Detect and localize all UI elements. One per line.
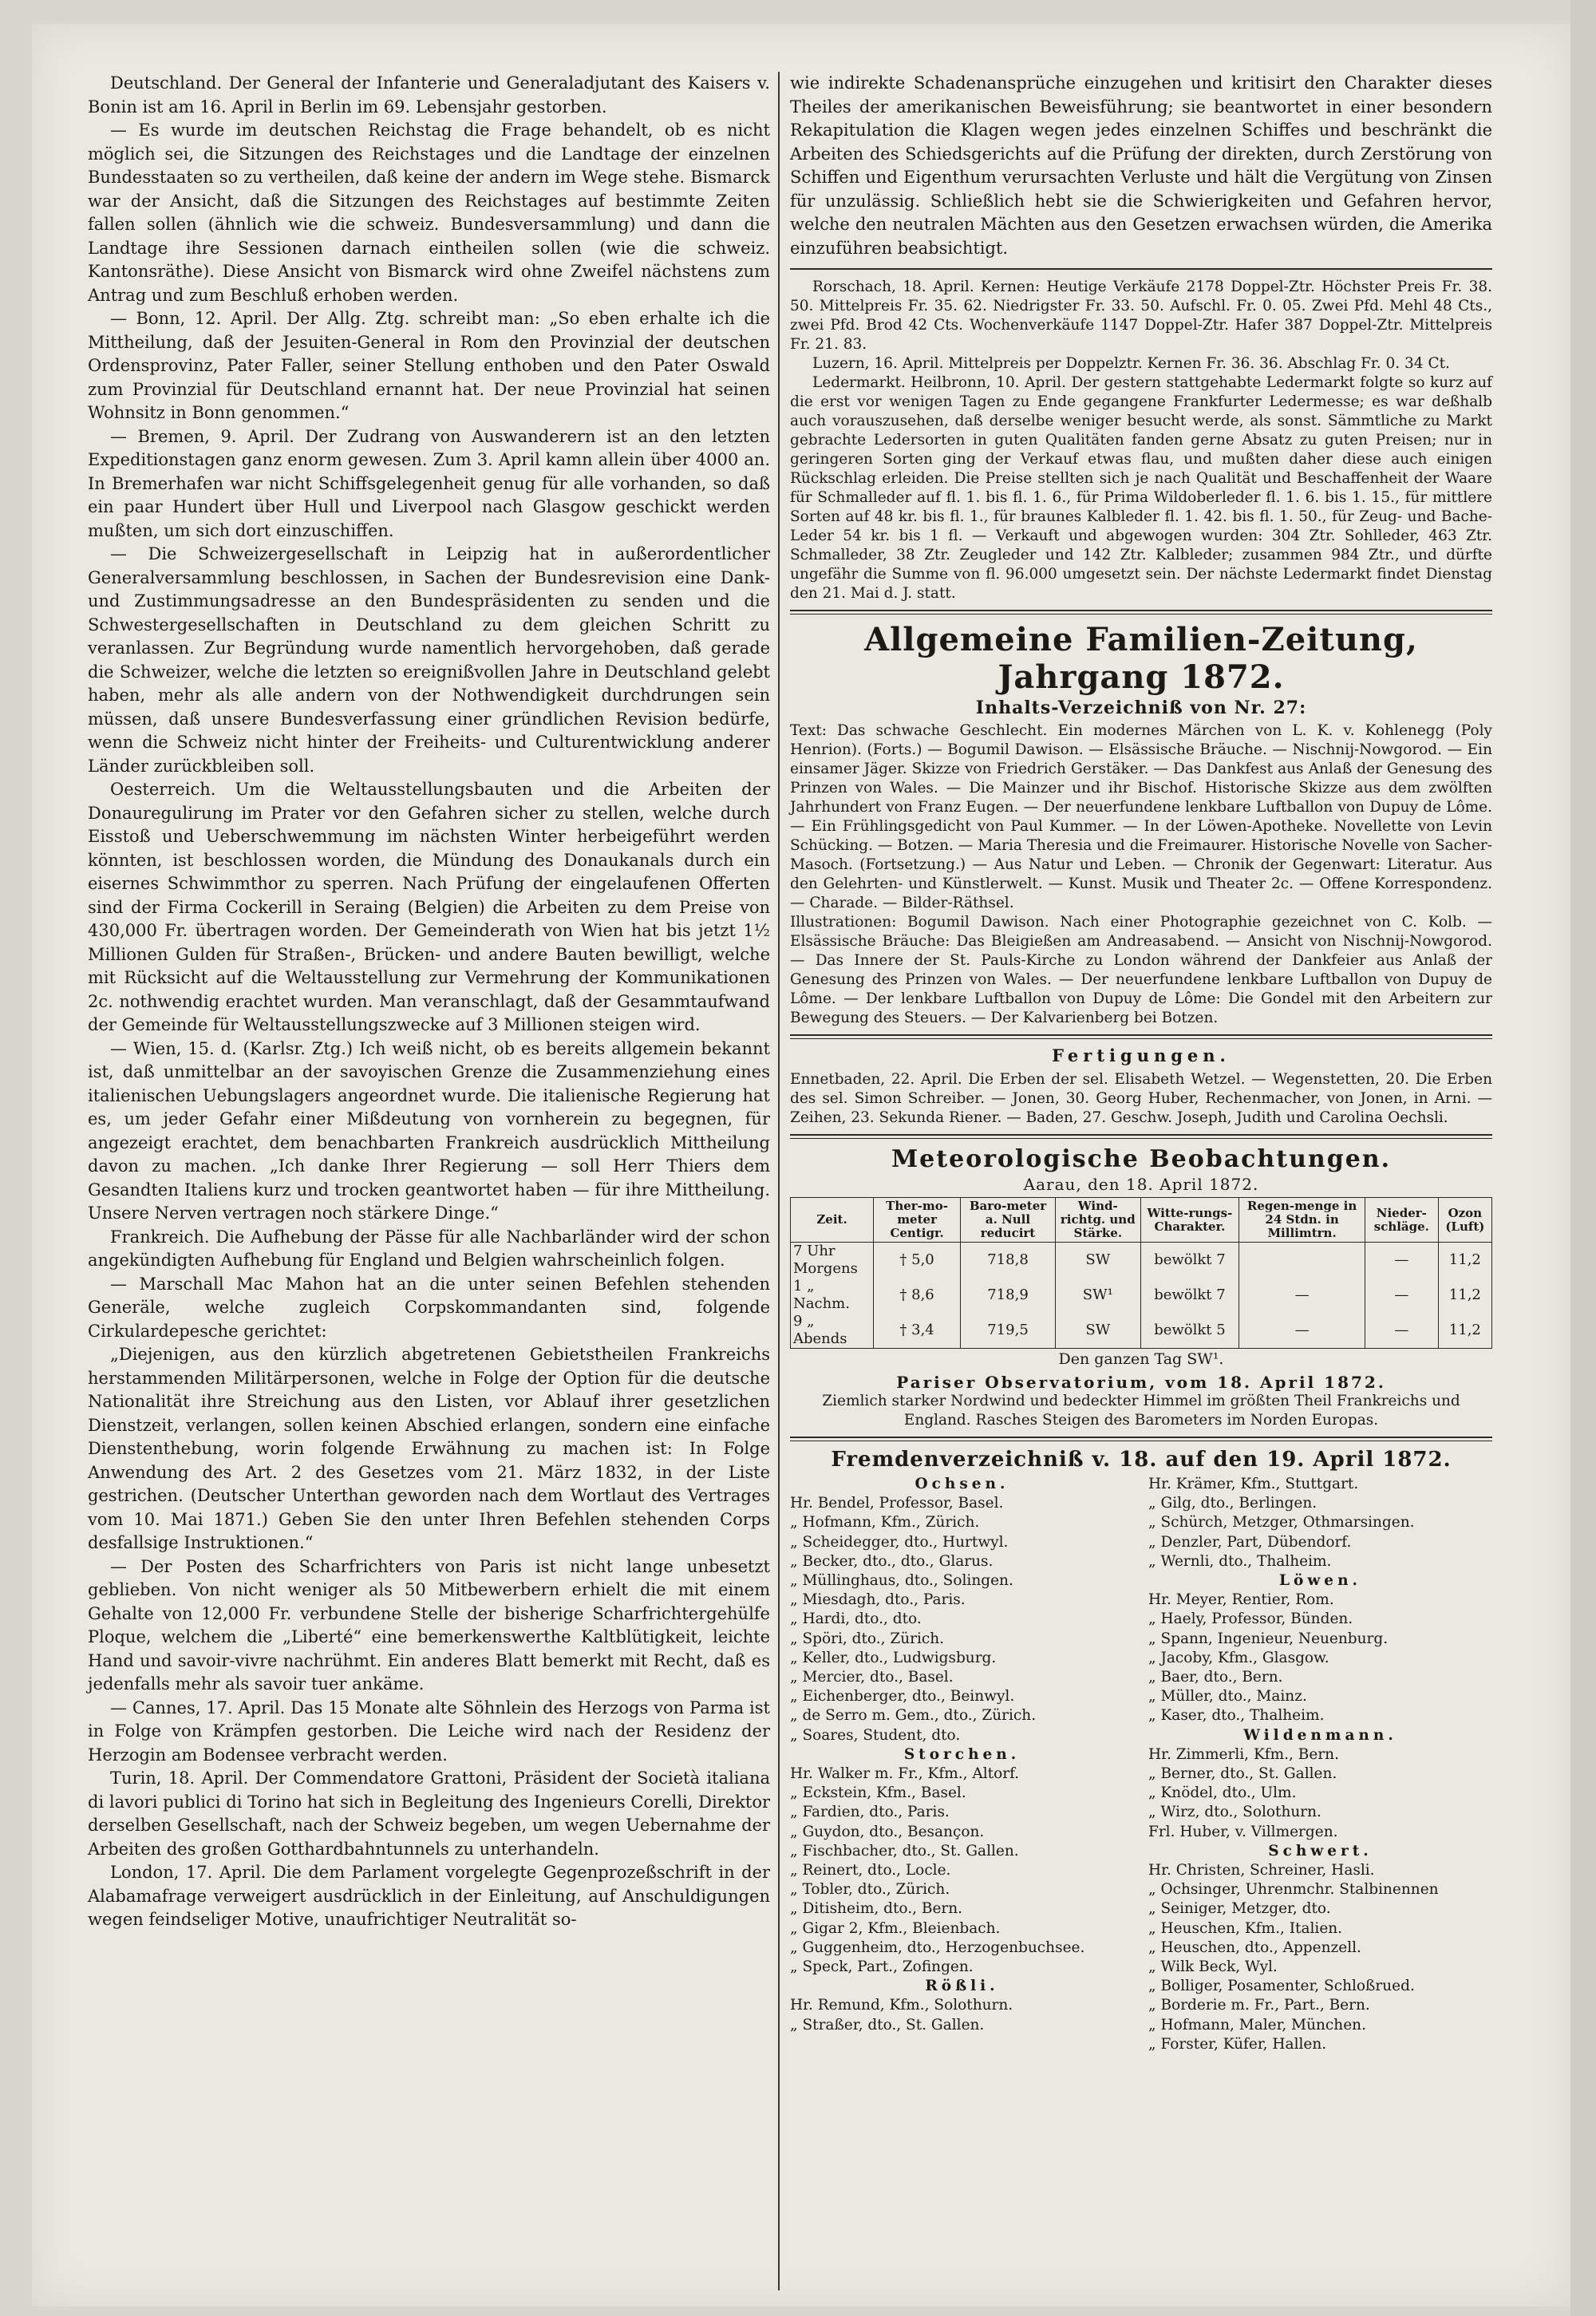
- guest-entry: „ Mercier, dto., Basel.: [790, 1669, 954, 1686]
- guest-entry: „ Guggenheim, dto., Herzogenbuchsee.: [790, 1939, 1085, 1956]
- guest-entry: „ Gigar 2, Kfm., Bleienbach.: [790, 1919, 1001, 1937]
- meteo-cell: bewölkt 5: [1140, 1313, 1238, 1349]
- guest-entry: „ Knödel, dto., Ulm.: [1148, 1784, 1297, 1802]
- market-reports: [790, 278, 1492, 603]
- meteo-section: [790, 1145, 1492, 1430]
- divider: [790, 610, 1492, 615]
- guest-entry: „ Müller, dto., Mainz.: [1148, 1688, 1307, 1705]
- meteo-column-header: Zeit.: [791, 1198, 874, 1243]
- guest-entry: Hr. Meyer, Rentier, Rom.: [1148, 1591, 1334, 1609]
- guest-entry: Hr. Walker m. Fr., Kfm., Altorf.: [790, 1765, 1020, 1783]
- meteo-cell: —: [1365, 1313, 1439, 1349]
- guest-entry: „ Jacoby, Kfm., Glasgow.: [1148, 1649, 1329, 1666]
- page-edge: [1570, 0, 1596, 2316]
- guest-entry: „ Berner, dto., St. Gallen.: [1148, 1765, 1337, 1783]
- divider: [790, 1034, 1492, 1039]
- meteo-cell: bewölkt 7: [1140, 1243, 1238, 1279]
- news-paragraph: — Der Posten des Scharfrichters von Paris ist nicht lange unbesetzt geblieben. Von nicht weniger als 50 Mitbewerbern erhielt die mit einem Gehalte von 12,000 Fr. verbundene Stelle der bisherige Scharfrichtergehülfe Ploque, welchem die „Liberté“ eine bemerkenswerthe Kaltblütigkeit, leichte Hand und savoir-vivre nachrühmt. Ein anderes Blatt bemerkt mit Recht, daß es jedenfalls mehr als savoir tuer ankäme.: [88, 1556, 770, 1694]
- meteo-column-header: Witte-rungs-Charakter.: [1140, 1198, 1238, 1243]
- guest-entry: „ Fischbacher, dto., St. Gallen.: [790, 1842, 1019, 1860]
- meteo-header-row: [791, 1198, 1492, 1243]
- guest-entry: „ Scheidegger, dto., Hurtwyl.: [790, 1533, 1009, 1551]
- fertigungen-heading: Fertigungen.: [1052, 1045, 1231, 1065]
- hotel-heading: Löwen.: [1279, 1572, 1361, 1590]
- market-paragraph: Rorschach, 18. April. Kernen: Heutige Verkäufe 2178 Doppel-Ztr. Höchster Preis Fr. 38. 50. Mittelpreis Fr. 35. 62. Niedrigster Fr. 33. 50. Aufschl. Fr. 0. 05. Zwei Pfd. Mehl 48 Cts., zwei Pfd. Brod 42 Cts. Wochenverkäufe 1147 Doppel-Ztr. Hafer 387 Doppel-Ztr. Mittelpreis Fr. 21. 83.: [790, 279, 1492, 353]
- guest-entry: „ Hofmann, Maler, München.: [1148, 2016, 1366, 2033]
- guest-entry: „ Heuschen, dto., Appenzell.: [1148, 1939, 1361, 1956]
- hotel-heading: Storchen.: [903, 1745, 1021, 1763]
- divider: [790, 1437, 1492, 1441]
- meteo-cell: SW: [1055, 1313, 1140, 1349]
- meteo-cell: —: [1365, 1278, 1439, 1313]
- news-paragraph: „Diejenigen, aus den kürzlich abgetretenen Gebietstheilen Frankreichs herstammenden Militärpersonen, welche in Folge der Option für die deutsche Nationalität ihre Streichung aus den Listen, vor Ablauf ihrer gesetzlichen Dienstzeit, verlangen, sollen keinen Abschied erlangen, sondern eine einfache Dienstenthebung, worin folgende Erwähnung zu machen ist: In Folge Anwendung des Art. 2 des Gesetzes vom 21. März 1832, in der Liste gestrichen. (Deutscher Unterthan geworden nach dem Wortlaut des Vertrages vom 10. Mai 1871.) Geben Sie den unter Ihren Befehlen stehenden Corps desfallsige Instruktionen.“: [88, 1345, 770, 1552]
- guest-entry: „ Miesdagh, dto., Paris.: [790, 1591, 966, 1609]
- guest-entry: „ Soares, Student, dto.: [790, 1726, 961, 1744]
- left-column: [88, 72, 770, 1932]
- meteo-cell: 718,8: [961, 1243, 1056, 1279]
- guest-entry: „ Haely, Professor, Bünden.: [1148, 1611, 1353, 1628]
- meteo-cell: 11,2: [1438, 1313, 1491, 1349]
- guest-entry: Hr. Krämer, Kfm., Stuttgart.: [1148, 1476, 1359, 1492]
- paris-text: Ziemlich starker Nordwind und bedeckter Himmel im größten Theil Frankreichs und England. Rasches Steigen des Barometers im Norden Europas.: [822, 1393, 1460, 1429]
- meteo-cell: 7 Uhr Morgens: [791, 1243, 874, 1279]
- guest-entry: „ Forster, Küfer, Hallen.: [1148, 2035, 1327, 2053]
- fremden-title: Fremdenverzeichniß v. 18. auf den 19. April 1872.: [831, 1448, 1452, 1472]
- guest-entry: „ Tobler, dto., Zürich.: [790, 1881, 950, 1899]
- divider: [790, 1134, 1492, 1139]
- guest-entry: Frl. Huber, v. Villmergen.: [1148, 1823, 1338, 1840]
- meteo-cell: 719,5: [961, 1313, 1056, 1349]
- meteo-subtitle: Aarau, den 18. April 1872.: [1023, 1175, 1259, 1194]
- meteo-cell: 11,2: [1438, 1278, 1491, 1313]
- alabama-continuation: wie indirekte Schadenansprüche einzugehen und kritisirt den Charakter dieses Theiles der amerikanischen Beweisführung; sie beantwortet in einer besondern Rekapitulation die Klagen wegen jedes einzelnen Schiffes und beschränkt die Arbeiten des Schiedsgerichts auf die Prüfung der direkten, durch Zerstörung von Schiffen und Eigenthum verursachten Verluste und hält die Vergütung von Zinsen für unzulässig. Schließlich hebt sie die Schwierigkeiten und Gefahren hervor, welche den neutralen Mächten aus den Gesetzen erwachsen würden, die Amerika einzuführen beabsichtigt.: [790, 73, 1492, 258]
- meteo-column-header: Ozon (Luft): [1438, 1198, 1491, 1243]
- meteo-title: Meteorologische Beobachtungen.: [891, 1145, 1392, 1173]
- ad-illustrations: Illustrationen: Bogumil Dawison. Nach einer Photographie gezeichnet von C. Kolb. — Elsässische Bräuche: Das Bleigießen am Andreasabend. — Ansicht von Nischnij-Nowgorod. — Das Innere der St. Pauls-Kirche zu London während der Dankfeier aus Anlaß der Genesung des Prinzen von Wales. — Der neuerfundene lenkbare Luftballon von Dupuy de Lôme. — Der lenkbare Luftballon von Dupuy de Lôme: Die Gondel mit den Arbeitern zur Bewegung des Steuers. — Der Kalvarienberg bei Botzen.: [790, 914, 1492, 1026]
- news-paragraph: London, 17. April. Die dem Parlament vorgelegte Gegenprozeßschrift in der Alabamafrage verweigert ausdrücklich in der Einleitung, auf Anschuldigungen wegen feindseliger Motive, unaufrichtiger Neutralität so-: [88, 1863, 770, 1929]
- ad-text: Text: Das schwache Geschlecht. Ein modernes Märchen von L. K. v. Kohlenegg (Poly Henrion). (Forts.) — Bogumil Dawison. — Elsässische Bräuche. — Nischnij-Nowgorod. — Ein einsamer Jäger. Skizze von Friedrich Gerstäker. — Das Dankfest aus Anlaß der Genesung des Prinzen von Wales. — Die Mainzer und ihr Bischof. Historische Skizze aus dem zwölften Jahrhundert von Franz Eugen. — Der neuerfundene lenkbare Luftballon von Dupuy de Lôme. — Ein Frühlingsgedicht von Paul Kummer. — In der Löwen-Apotheke. Novellette von Levin Schücking. — Botzen. — Maria Theresia und die Freimaurer. Historische Novelle von Sacher-Masoch. (Fortsetzung.) — Aus Natur und Leben. — Chronik der Gegenwart: Literatur. Aus den Gelehrten- und Künstlerwelt. — Kunst. Musik und Theater 2c. — Offene Korrespondenz. — Charade. — Bilder-Räthsel.: [790, 722, 1492, 911]
- fertigungen-text: Ennetbaden, 22. April. Die Erben der sel. Elisabeth Wetzel. — Wegenstetten, 20. Die Erben des sel. Simon Schreiber. — Jonen, 30. Georg Huber, Rechenmacher, von Jonen, in Arni. — Zeihen, 23. Sekunda Riener. — Baden, 27. Geschw. Joseph, Judith und Carolina Oechsli.: [790, 1071, 1492, 1126]
- news-paragraph: Frankreich. Die Aufhebung der Pässe für alle Nachbarländer wird der schon angekündigten Aufhebung für England und Belgien wahrscheinlich folgen.: [88, 1227, 770, 1270]
- news-paragraph: — Bremen, 9. April. Der Zudrang von Auswanderern ist an den letzten Expeditionstagen ganz enorm gewesen. Zum 3. April kamn allein über 4000 an. In Bremerhafen war nicht Schiffsgelegenheit genug für alle vorhanden, so daß ein paar Hundert über Hull und Liverpool nach Glasgow geschickt werden mußten, um sich dort einzuschiffen.: [88, 426, 770, 540]
- meteo-body: [791, 1243, 1492, 1349]
- guest-entry: „ Fardien, dto., Paris.: [790, 1804, 950, 1821]
- guest-entry: „ Ditisheim, dto., Bern.: [790, 1900, 963, 1918]
- news-paragraph: — Marschall Mac Mahon hat an die unter seinen Befehlen stehenden Generäle, welche zugleich Corpskommandanten sind, folgende Cirkulardepesche gerichtet:: [88, 1274, 770, 1341]
- meteo-cell: 11,2: [1438, 1243, 1491, 1279]
- guest-entry: „ Reinert, dto., Locle.: [790, 1862, 951, 1879]
- news-paragraph: — Die Schweizergesellschaft in Leipzig hat in außerordentlicher Generalversammlung beschlossen, in Sachen der Bundesrevision eine Dank- und Zustimmungsadresse an den Bundespräsidenten zu senden und die Schwestergesellschaften in Deutschland zu dem gleichen Schritt zu veranlassen. Zur Begründung wurde namentlich hervorgehoben, daß gerade die Schweizer, welche die letzten so ereignißvollen Jahre in Deutschland gelebt haben, mehr als alle andern von der Nothwendigkeit durchdrungen sein müssen, daß unsere Bundesverfassung einer gründlichen Revision bedürfe, wenn die Schweiz nicht hinter der Freiheits- und Culturentwicklung anderer Länder zurückbleiben soll.: [88, 544, 770, 776]
- guest-entry: „ Ochsinger, Uhrenmchr. Stalbinennen: [1148, 1881, 1439, 1899]
- ad-subtitle: Inhalts-Verzeichniß von Nr. 27:: [975, 698, 1307, 718]
- guest-entry: „ Bolliger, Posamenter, Schloßrued.: [1148, 1978, 1415, 1995]
- fremden-left-list: [790, 1475, 1134, 2054]
- guest-entry: „ Guydon, dto., Besançon.: [790, 1823, 985, 1840]
- meteo-table: [790, 1197, 1492, 1349]
- market-paragraph: Luzern, 16. April. Mittelpreis per Doppelztr. Kernen Fr. 36. 36. Abschlag Fr. 0. 34 Ct.: [812, 355, 1450, 372]
- guest-entry: „ Borderie m. Fr., Part., Bern.: [1148, 1997, 1370, 2014]
- guest-entry: „ Eckstein, Kfm., Basel.: [790, 1784, 966, 1802]
- news-paragraph: — Wien, 15. d. (Karlsr. Ztg.) Ich weiß nicht, ob es bereits allgemein bekannt ist, daß unmittelbar an der savoyischen Grenze die Zusammenziehung eines italienischen Uebungslagers angeordnet wurde. Die italienische Regierung hat es, um jeder Gefahr einer Mißdeutung von vornherein zu begegnen, für angezeigt erachtet, dem benachbarten Frankreich ausdrücklich Mittheilung davon zu machen. „Ich danke Ihrer Regierung — soll Herr Thiers dem Gesandten Italiens kurz und trocken geantwortet haben — für ihre Mittheilung. Unsere Nerven vertragen noch stärkere Dinge.“: [88, 1038, 770, 1223]
- hotel-heading: Wildenmann.: [1243, 1726, 1397, 1744]
- guest-entry: „ Hofmann, Kfm., Zürich.: [790, 1514, 980, 1531]
- guest-entry: „ Heuschen, Kfm., Italien.: [1148, 1919, 1343, 1937]
- right-column: [790, 72, 1492, 2054]
- hotel-heading: Schwert.: [1268, 1842, 1373, 1860]
- guest-entry: „ Straßer, dto., St. Gallen.: [790, 2016, 985, 2033]
- guest-entry: „ Müllinghaus, dto., Solingen.: [790, 1572, 1013, 1590]
- meteo-row: [791, 1313, 1492, 1349]
- guest-entry: „ Speck, Part., Zofingen.: [790, 1958, 974, 1976]
- familien-zeitung-ad: [790, 621, 1492, 1028]
- guest-entry: „ Spann, Ingenieur, Neuenburg.: [1148, 1630, 1389, 1647]
- guest-entry: „ Spöri, dto., Zürich.: [790, 1630, 945, 1647]
- meteo-cell: 9 „ Abends: [791, 1313, 874, 1349]
- meteo-column-header: Regen-menge in 24 Stdn. in Millimtrn.: [1239, 1198, 1365, 1243]
- column-rule: [778, 72, 780, 2290]
- meteo-cell: † 8,6: [874, 1278, 961, 1313]
- meteo-cell: † 5,0: [874, 1243, 961, 1279]
- meteo-column-header: Nieder-schläge.: [1365, 1198, 1439, 1243]
- paris-heading: Pariser Observatorium, vom 18. April 1872.: [896, 1373, 1386, 1392]
- guest-entry: „ Keller, dto., Ludwigsburg.: [790, 1649, 997, 1666]
- guest-entry: „ Schürch, Metzger, Othmarsingen.: [1148, 1514, 1415, 1531]
- meteo-column-header: Ther-mo-meter Centigr.: [874, 1198, 961, 1243]
- meteo-cell: [1239, 1243, 1365, 1279]
- guest-entry: „ Denzler, Part, Dübendorf.: [1148, 1533, 1352, 1551]
- meteo-cell: —: [1239, 1278, 1365, 1313]
- guest-entry: „ Hardi, dto., dto.: [790, 1611, 922, 1628]
- guest-entry: „ Kaser, dto., Thalheim.: [1148, 1707, 1325, 1725]
- news-paragraph: Oesterreich. Um die Weltausstellungsbauten und die Arbeiten der Donauregulirung im Prater vor den Gefahren sicher zu stellen, welche durch Eisstoß und Ueberschwemmung im nächsten Winter herbeigeführt werden könnten, ist beschlossen worden, die Mündung des Donaukanals durch ein eisernes Schwimmthor zu sperren. Nach Prüfung der eingelaufenen Offerten sind der Firma Cockerill in Seraing (Belgien) die Arbeiten zu dem Preise von 430,000 Fr. übertragen worden. Der Gemeinderath von Wien hat bis jetzt 1½ Millionen Gulden für Straßen-, Brücken- und andere Bauten bewilligt, welche mit Rücksicht auf die Weltausstellung zur Vermehrung der Kommunikationen 2c. nothwendig erachtet wurden. Man veranschlagt, daß der Gesammtaufwand der Gemeinde für Weltausstellungszwecke auf 3 Millionen steigen wird.: [88, 780, 770, 1034]
- guest-entry: „ Eichenberger, dto., Beinwyl.: [790, 1688, 1015, 1705]
- meteo-cell: —: [1239, 1313, 1365, 1349]
- guest-entry: „ Wirz, dto., Solothurn.: [1148, 1804, 1321, 1821]
- guest-entry: „ Seiniger, Metzger, dto.: [1148, 1900, 1331, 1918]
- fremdenverzeichnis: [790, 1448, 1492, 2054]
- news-paragraph: Turin, 18. April. Der Commendatore Grattoni, Präsident der Società italiana di lavori publici di Torino hat sich in Begleitung des Ingenieurs Corelli, Direktor derselben Gesellschaft, nach der Schweiz begeben, um wegen Uebernahme der Arbeiten des großen Gotthardbahntunnels zu unterhandeln.: [88, 1769, 770, 1859]
- hotel-heading: Rößli.: [925, 1978, 999, 1995]
- meteo-row: [791, 1243, 1492, 1279]
- ad-title: Allgemeine Familien-Zeitung, Jahrgang 1872.: [864, 621, 1418, 696]
- news-paragraph: — Es wurde im deutschen Reichstag die Frage behandelt, ob es nicht möglich sei, die Sitzungen des Reichstages und die Landtage der einzelnen Bundesstaaten so zu vertheilen, daß keine der andern im Wege stehe. Bismarck war der Ansicht, daß die Sitzungen des Reichstages auf bestimmte Zeiten fallen sollen (ähnlich wie die schweiz. Bundesversammlung) und dann die Landtage ihre Sessionen darnach eintheilen sollen (wie die schweiz. Kantonsräthe). Diese Ansicht von Bismarck wird ohne Zweifel nächstens zum Antrag und zum Beschluß erhoben werden.: [88, 121, 770, 305]
- meteo-cell: bewölkt 7: [1140, 1278, 1238, 1313]
- fremden-right-list: [1148, 1475, 1492, 2054]
- guest-entry: „ de Serro m. Gem., dto., Zürich.: [790, 1707, 1037, 1725]
- news-paragraph: — Cannes, 17. April. Das 15 Monate alte Söhnlein des Herzogs von Parma ist in Folge von Krämpfen gestorben. Die Leiche wird nach der Residenz der Herzogin am Bodensee verbracht werden.: [88, 1697, 770, 1765]
- divider: [790, 268, 1492, 270]
- meteo-cell: 1 „ Nachm.: [791, 1278, 874, 1313]
- hotel-heading: Ochsen.: [915, 1476, 1009, 1492]
- meteo-column-header: Wind-richtg. und Stärke.: [1055, 1198, 1140, 1243]
- guest-entry: „ Wernli, dto., Thalheim.: [1148, 1552, 1332, 1570]
- guest-entry: „ Gilg, dto., Berlingen.: [1148, 1495, 1317, 1512]
- meteo-cell: —: [1365, 1243, 1439, 1279]
- meteo-row: [791, 1278, 1492, 1313]
- market-paragraph: Ledermarkt. Heilbronn, 10. April. Der gestern stattgehabte Ledermarkt folgte so kurz auf die erst vor wenigen Tagen zu Ende gegangene Frankfurter Ledermesse; es war deßhalb auch vorauszusehen, daß derselbe weniger besucht werde, als sonst. Sämmtliche zu Markt gebrachte Ledersorten in guten Qualitäten fanden gerne Absatz zu guten Preisen; nur in geringeren Sorten ging der Verkauf etwas flau, und mußten daher diese auch einigen Rückschlag erleiden. Die Preise stellten sich je nach Qualität und Beschaffenheit der Waare für Schmalleder auf fl. 1. bis fl. 1. 6., für Prima Wildoberleder fl. 1. 6. bis 1. 15., für mittlere Sorten auf 48 kr. bis fl. 1., für braunes Kalbleder fl. 1. 42. bis fl. 1. 50., für Zeug- und Bache-Leder 54 kr. bis 1 fl. — Verkauft und abgewogen wurden: 304 Ztr. Sohlleder, 463 Ztr. Schmalleder, 38 Ztr. Zeugleder und 142 Ztr. Kalbleder; zusammen 984 Ztr., und dürfte ungefähr die Summe von fl. 96.000 umgesetzt sein. Der nächste Ledermarkt findet Dienstag den 21. Mai d. J. statt.: [790, 374, 1492, 602]
- meteo-cell: SW¹: [1055, 1278, 1140, 1313]
- meteo-cell: SW: [1055, 1243, 1140, 1279]
- guest-entry: „ Becker, dto., dto., Glarus.: [790, 1552, 994, 1570]
- guest-entry: Hr. Bendel, Professor, Basel.: [790, 1495, 1004, 1512]
- guest-entry: „ Wilk Beck, Wyl.: [1148, 1958, 1278, 1976]
- guest-entry: „ Baer, dto., Bern.: [1148, 1669, 1283, 1686]
- guest-entry: Hr. Christen, Schreiner, Hasli.: [1148, 1862, 1375, 1879]
- meteo-footer: Den ganzen Tag SW¹.: [1058, 1350, 1224, 1368]
- guest-entry: Hr. Zimmerli, Kfm., Bern.: [1148, 1745, 1339, 1763]
- news-paragraph: — Bonn, 12. April. Der Allg. Ztg. schreibt man: „So eben erhalte ich die Mittheilung, daß der Jesuiten-General in Rom den Provinzial der deutschen Ordensprovinz, Pater Faller, seiner Stellung enthoben und den Pater Oswald zum Provinzial für Deutschland ernannt hat. Der neue Provinzial hat seinen Wohnsitz in Bonn genommen.“: [88, 309, 770, 422]
- news-paragraph: Deutschland. Der General der Infanterie und Generaladjutant des Kaisers v. Bonin ist am 16. April in Berlin im 69. Lebensjahr gestorben.: [88, 73, 770, 117]
- meteo-cell: † 3,4: [874, 1313, 961, 1349]
- fertigungen-section: [790, 1045, 1492, 1128]
- meteo-column-header: Baro-meter a. Null reducirt: [961, 1198, 1056, 1243]
- meteo-cell: 718,9: [961, 1278, 1056, 1313]
- guest-entry: Hr. Remund, Kfm., Solothurn.: [790, 1997, 1013, 2014]
